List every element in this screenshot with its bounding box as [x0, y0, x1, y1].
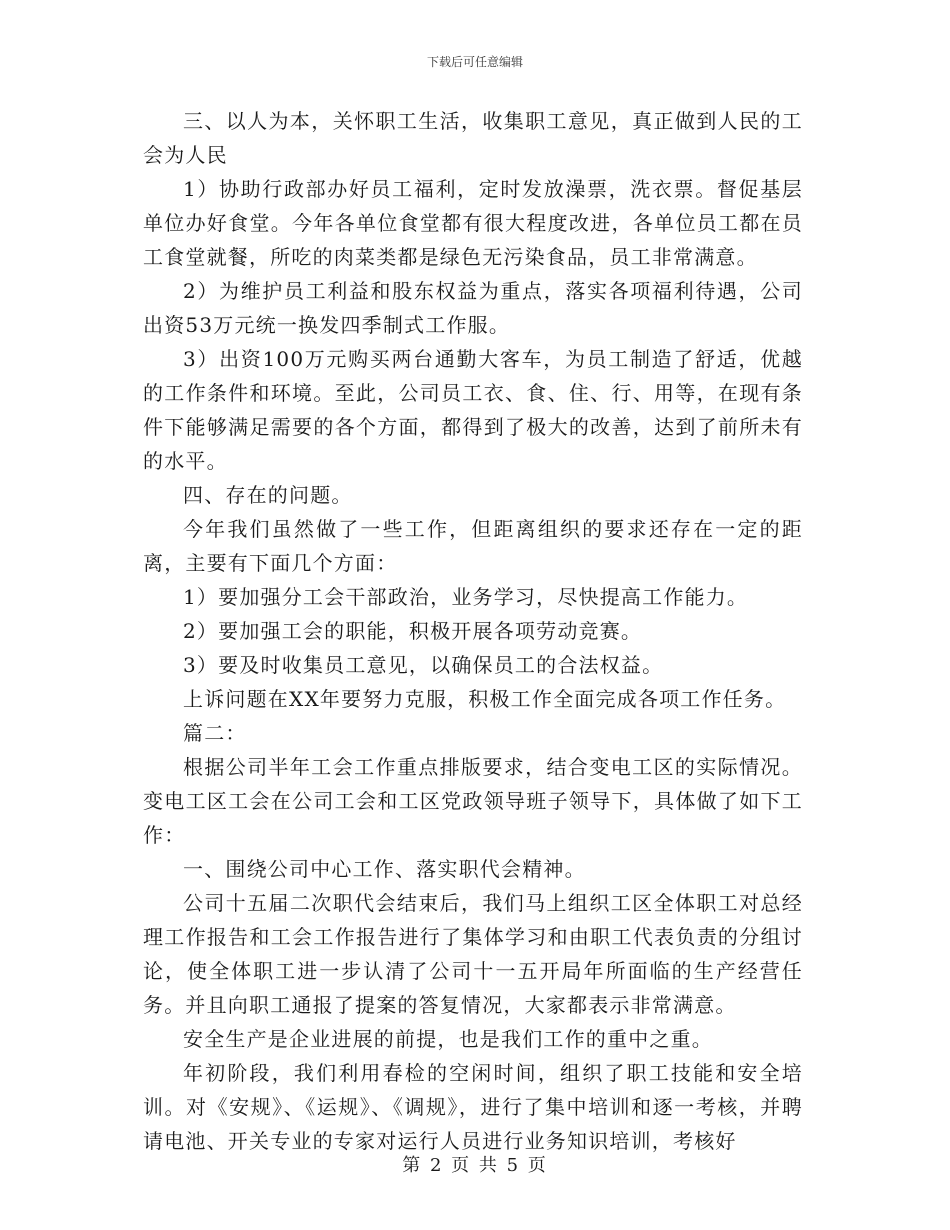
paragraph: 公司十五届二次职代会结束后，我们马上组织工区全体职工对总经理工作报告和工会工作报告进行了集体学习和由职工代表负责的分组讨论，使全体职工进一步认清了公司十一五开局年所面临的生产经营任务。并且向职工通报了提案的答复情况，大家都表示非常满意。 [143, 891, 803, 1017]
paragraph: 2）为维护员工利益和股东权益为重点，落实各项福利待遇，公司出资53万元统一换发四季制式工作服。 [143, 279, 803, 337]
paragraph: 1）协助行政部办好员工福利，定时发放澡票，洗衣票。督促基层单位办好食堂。今年各单位食堂都有很大程度改进，各单位员工都在员工食堂就餐，所吃的肉菜类都是绿色无污染食品，员工非常满意。 [143, 177, 803, 269]
paragraph: 四、存在的问题。 [183, 483, 353, 507]
paragraph: 2）要加强工会的职能，积极开展各项劳动竞赛。 [183, 619, 643, 643]
document-body [143, 104, 803, 1158]
page-header: 下载后可任意编辑 [426, 55, 523, 69]
paragraph: 今年我们虽然做了一些工作，但距离组织的要求还存在一定的距离，主要有下面几个方面： [143, 517, 803, 575]
paragraph: 安全生产是企业进展的前提，也是我们工作的重中之重。 [183, 1027, 713, 1051]
paragraph: 3）要及时收集员工意见，以确保员工的合法权益。 [183, 653, 664, 677]
paragraph: 三、以人为本，关怀职工生活，收集职工意见，真正做到人民的工会为人民 [143, 109, 803, 167]
paragraph: 1）要加强分工会干部政治，业务学习，尽快提高工作能力。 [183, 585, 749, 609]
paragraph: 年初阶段，我们利用春检的空闲时间，组织了职工技能和安全培训。对《安规》、《运规》、《调规》，进行了集中培训和逐一考核，并聘请电池、开关专业的专家对运行人员进行业务知识培训，考核好 [143, 1061, 803, 1153]
paragraph: 根据公司半年工会工作重点排版要求，结合变电工区的实际情况。变电工区工会在公司工会和工区党政领导班子领导下，具体做了如下工作： [143, 755, 803, 847]
paragraph: 3）出资100万元购买两台通勤大客车，为员工制造了舒适，优越的工作条件和环境。至此，公司员工衣、食、住、行、用等，在现有条件下能够满足需要的各个方面，都得到了极大的改善，达到了前所未有的水平。 [143, 347, 803, 473]
page-footer: 第 2 页 共 5 页 [402, 1155, 548, 1176]
paragraph: 上诉问题在XX年要努力克服，积极工作全面完成各项工作任务。 [183, 687, 787, 711]
paragraph: 一、围绕公司中心工作、落实职代会精神。 [183, 857, 586, 881]
paragraph: 篇二： [183, 721, 247, 745]
